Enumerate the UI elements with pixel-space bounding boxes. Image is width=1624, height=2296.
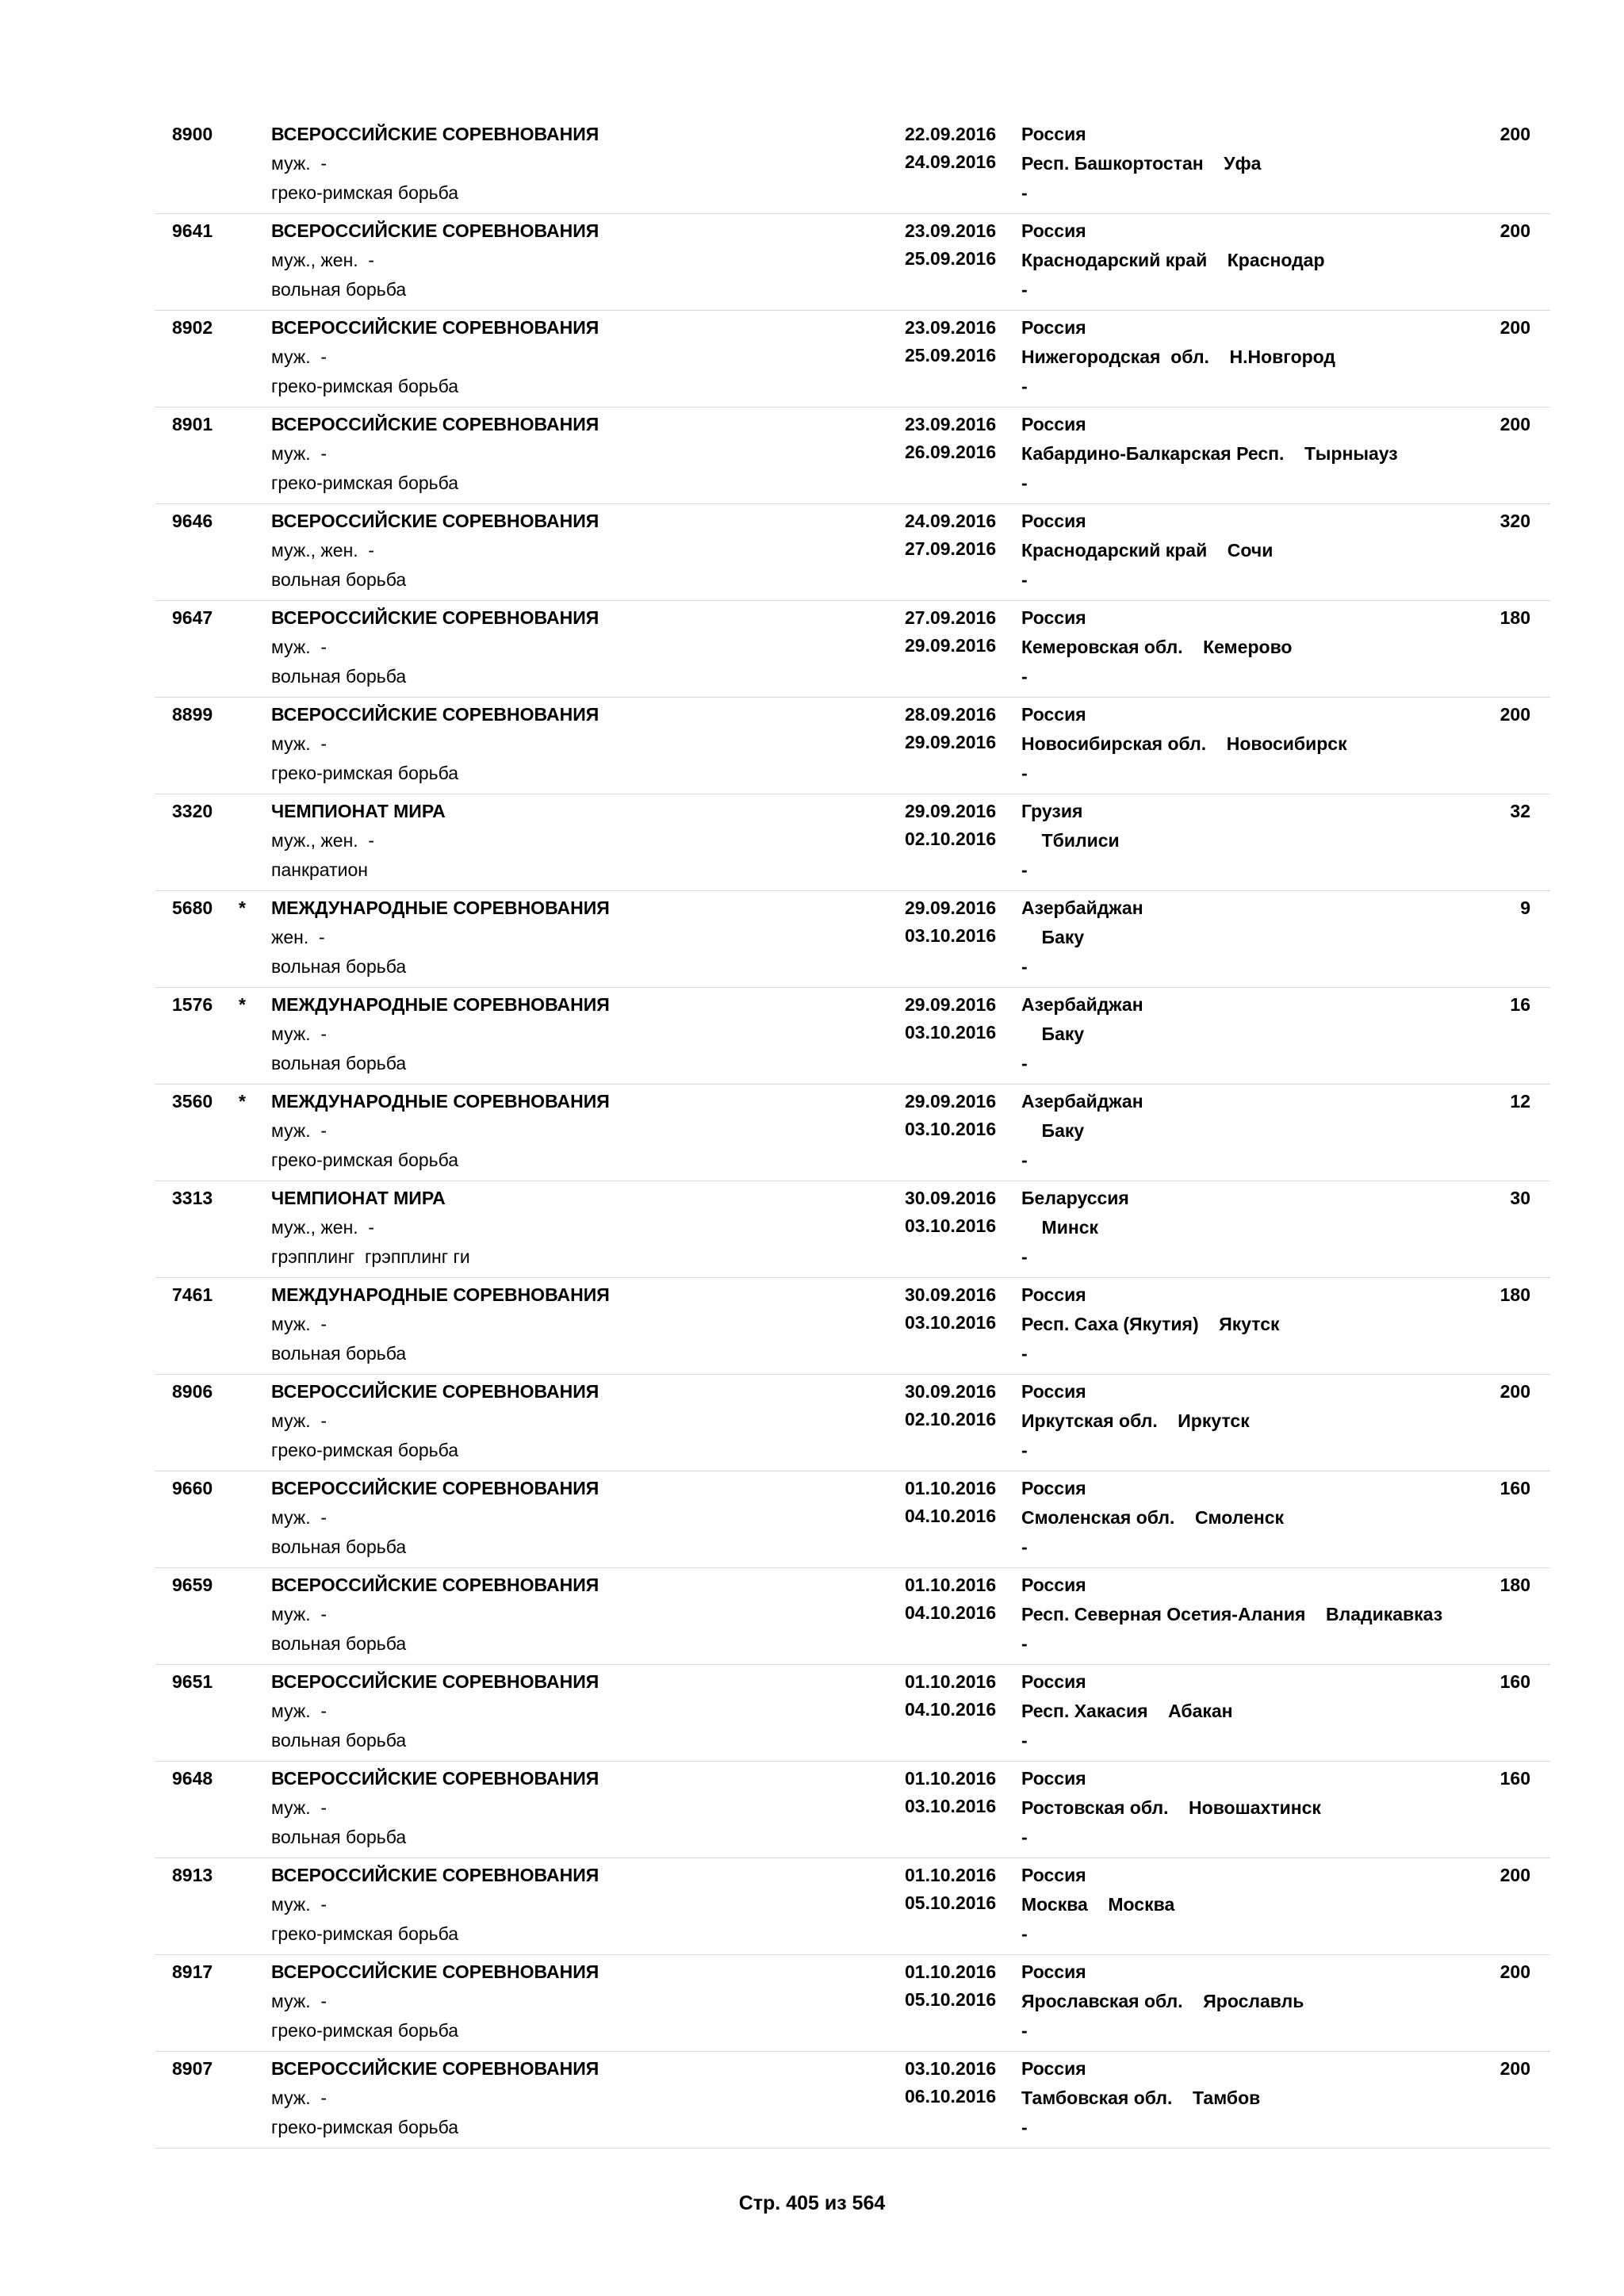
event-id: 7461: [172, 1284, 213, 1305]
event-gender: муж. -: [271, 1797, 327, 1818]
participant-count: 160: [1500, 1671, 1530, 1692]
event-country: Россия: [1021, 124, 1086, 144]
event-end-date: 25.09.2016: [905, 345, 997, 365]
event-country: Россия: [1021, 1478, 1086, 1498]
event-end-date: 02.10.2016: [905, 828, 997, 849]
event-dash: -: [1021, 2020, 1028, 2041]
event-location: Баку: [1021, 1024, 1085, 1044]
event-country: Россия: [1021, 220, 1086, 241]
event-dash: -: [1021, 1730, 1028, 1751]
event-location: Нижегородская обл. Н.Новгород: [1021, 346, 1336, 367]
event-country: Россия: [1021, 607, 1086, 628]
event-end-date: 04.10.2016: [905, 1699, 997, 1720]
event-title: ВСЕРОССИЙСКИЕ СОРЕВНОВАНИЯ: [271, 220, 599, 241]
event-row: [155, 1085, 1550, 1181]
event-location: Респ. Саха (Якутия) Якутск: [1021, 1314, 1280, 1334]
event-country: Россия: [1021, 1865, 1086, 1885]
event-id: 9648: [172, 1768, 213, 1789]
event-gender: муж. -: [271, 1314, 327, 1334]
event-location: Тбилиси: [1021, 830, 1120, 851]
participant-count: 180: [1500, 1575, 1530, 1595]
event-id: 9651: [172, 1671, 213, 1692]
event-title: ВСЕРОССИЙСКИЕ СОРЕВНОВАНИЯ: [271, 1865, 599, 1885]
event-location: Смоленская обл. Смоленск: [1021, 1507, 1285, 1528]
event-start-date: 29.09.2016: [905, 801, 997, 821]
event-gender: муж., жен. -: [271, 1217, 375, 1238]
event-row: [155, 408, 1550, 504]
participant-count: 200: [1500, 1961, 1530, 1982]
event-title: ВСЕРОССИЙСКИЕ СОРЕВНОВАНИЯ: [271, 1478, 599, 1498]
event-sport: вольная борьба: [271, 1343, 407, 1364]
event-row: [155, 794, 1550, 891]
event-dash: -: [1021, 1827, 1028, 1847]
event-location: Респ. Хакасия Абакан: [1021, 1701, 1233, 1721]
event-dash: -: [1021, 1053, 1028, 1073]
event-dash: -: [1021, 763, 1028, 783]
event-country: Россия: [1021, 1671, 1086, 1692]
event-start-date: 01.10.2016: [905, 1865, 997, 1885]
event-country: Россия: [1021, 1284, 1086, 1305]
event-title: ВСЕРОССИЙСКИЕ СОРЕВНОВАНИЯ: [271, 1961, 599, 1982]
participant-count: 12: [1510, 1091, 1530, 1112]
event-gender: муж. -: [271, 1991, 327, 2011]
event-sport: панкратион: [271, 859, 368, 880]
participant-count: 16: [1510, 994, 1530, 1015]
event-start-date: 28.09.2016: [905, 704, 997, 725]
event-id: 3560: [172, 1091, 213, 1112]
event-gender: муж. -: [271, 443, 327, 464]
event-id: 9659: [172, 1575, 213, 1595]
event-country: Россия: [1021, 2058, 1086, 2079]
event-country: Азербайджан: [1021, 897, 1143, 918]
event-title: ЧЕМПИОНАТ МИРА: [271, 1188, 446, 1208]
event-dash: -: [1021, 2117, 1028, 2137]
event-title: МЕЖДУНАРОДНЫЕ СОРЕВНОВАНИЯ: [271, 1284, 610, 1305]
event-location: Краснодарский край Сочи: [1021, 540, 1274, 561]
event-end-date: 05.10.2016: [905, 1892, 997, 1913]
event-sport: греко-римская борьба: [271, 1923, 459, 1944]
page-number: Стр. 405 из 564: [738, 2192, 886, 2214]
event-end-date: 02.10.2016: [905, 1409, 997, 1429]
event-location: Минск: [1021, 1217, 1099, 1238]
event-start-date: 29.09.2016: [905, 994, 997, 1015]
event-sport: грэпплинг грэпплинг ги: [271, 1246, 470, 1267]
international-marker: *: [239, 994, 246, 1015]
event-location: Кемеровская обл. Кемерово: [1021, 637, 1293, 657]
event-sport: греко-римская борьба: [271, 2117, 459, 2137]
event-sport: вольная борьба: [271, 1827, 407, 1847]
event-title: ЧЕМПИОНАТ МИРА: [271, 801, 446, 821]
event-title: ВСЕРОССИЙСКИЕ СОРЕВНОВАНИЯ: [271, 317, 599, 338]
event-id: 8901: [172, 414, 213, 434]
event-gender: муж., жен. -: [271, 830, 375, 851]
event-row: [155, 1665, 1550, 1762]
event-row: [155, 601, 1550, 698]
participant-count: 200: [1500, 124, 1530, 144]
event-id: 8907: [172, 2058, 213, 2079]
event-row: [155, 1955, 1550, 2052]
participant-count: 9: [1520, 897, 1530, 918]
event-sport: вольная борьба: [271, 1536, 407, 1557]
event-sport: вольная борьба: [271, 1730, 407, 1751]
event-start-date: 27.09.2016: [905, 607, 997, 628]
event-country: Азербайджан: [1021, 1091, 1143, 1112]
event-end-date: 06.10.2016: [905, 2086, 997, 2107]
event-dash: -: [1021, 666, 1028, 687]
event-location: Баку: [1021, 1120, 1085, 1141]
international-marker: *: [239, 897, 246, 918]
event-id: 3320: [172, 801, 213, 821]
event-title: ВСЕРОССИЙСКИЕ СОРЕВНОВАНИЯ: [271, 1768, 599, 1789]
event-end-date: 26.09.2016: [905, 442, 997, 462]
event-country: Россия: [1021, 1768, 1086, 1789]
event-sport: вольная борьба: [271, 569, 407, 590]
event-dash: -: [1021, 956, 1028, 977]
event-start-date: 01.10.2016: [905, 1961, 997, 1982]
event-row: [155, 988, 1550, 1085]
event-sport: греко-римская борьба: [271, 182, 459, 203]
event-end-date: 03.10.2016: [905, 1119, 997, 1139]
event-start-date: 23.09.2016: [905, 414, 997, 434]
event-dash: -: [1021, 1343, 1028, 1364]
participant-count: 160: [1500, 1768, 1530, 1789]
event-end-date: 03.10.2016: [905, 1022, 997, 1043]
event-row: [155, 1278, 1550, 1375]
event-end-date: 03.10.2016: [905, 1215, 997, 1236]
event-dash: -: [1021, 1536, 1028, 1557]
event-dash: -: [1021, 569, 1028, 590]
event-country: Россия: [1021, 704, 1086, 725]
event-country: Грузия: [1021, 801, 1083, 821]
event-location: Респ. Башкортостан Уфа: [1021, 153, 1262, 174]
event-sport: вольная борьба: [271, 1053, 407, 1073]
event-start-date: 24.09.2016: [905, 511, 997, 531]
event-id: 8899: [172, 704, 213, 725]
event-row: [155, 1858, 1550, 1955]
event-title: ВСЕРОССИЙСКИЕ СОРЕВНОВАНИЯ: [271, 1671, 599, 1692]
event-id: 8917: [172, 1961, 213, 1982]
event-start-date: 22.09.2016: [905, 124, 997, 144]
participant-count: 200: [1500, 704, 1530, 725]
event-sport: греко-римская борьба: [271, 473, 459, 493]
event-id: 8900: [172, 124, 213, 144]
event-id: 8913: [172, 1865, 213, 1885]
event-gender: муж. -: [271, 1507, 327, 1528]
event-sport: вольная борьба: [271, 956, 407, 977]
event-location: Ярославская обл. Ярославль: [1021, 1991, 1304, 2011]
event-row: [155, 891, 1550, 988]
event-gender: муж. -: [271, 1604, 327, 1624]
event-id: 9641: [172, 220, 213, 241]
event-start-date: 23.09.2016: [905, 220, 997, 241]
event-title: ВСЕРОССИЙСКИЕ СОРЕВНОВАНИЯ: [271, 1381, 599, 1402]
event-title: ВСЕРОССИЙСКИЕ СОРЕВНОВАНИЯ: [271, 2058, 599, 2079]
event-id: 3313: [172, 1188, 213, 1208]
event-dash: -: [1021, 279, 1028, 300]
event-row: [155, 1181, 1550, 1278]
event-title: МЕЖДУНАРОДНЫЕ СОРЕВНОВАНИЯ: [271, 1091, 610, 1112]
event-country: Россия: [1021, 1961, 1086, 1982]
event-dash: -: [1021, 859, 1028, 880]
event-dash: -: [1021, 1633, 1028, 1654]
event-end-date: 29.09.2016: [905, 732, 997, 752]
event-country: Россия: [1021, 317, 1086, 338]
event-sport: греко-римская борьба: [271, 2020, 459, 2041]
event-row: [155, 311, 1550, 408]
event-row: [155, 504, 1550, 601]
event-id: 9646: [172, 511, 213, 531]
event-dash: -: [1021, 473, 1028, 493]
event-title: ВСЕРОССИЙСКИЕ СОРЕВНОВАНИЯ: [271, 511, 599, 531]
event-dash: -: [1021, 376, 1028, 396]
participant-count: 200: [1500, 414, 1530, 434]
event-country: Россия: [1021, 511, 1086, 531]
event-location: Тамбовская обл. Тамбов: [1021, 2087, 1261, 2108]
event-location: Москва Москва: [1021, 1894, 1175, 1915]
event-end-date: 03.10.2016: [905, 925, 997, 946]
event-row: [155, 2052, 1550, 2149]
event-title: МЕЖДУНАРОДНЫЕ СОРЕВНОВАНИЯ: [271, 994, 610, 1015]
participant-count: 180: [1500, 607, 1530, 628]
participant-count: 200: [1500, 2058, 1530, 2079]
event-start-date: 29.09.2016: [905, 897, 997, 918]
event-id: 8906: [172, 1381, 213, 1402]
event-location: Респ. Северная Осетия-Алания Владикавказ: [1021, 1604, 1443, 1624]
event-gender: муж. -: [271, 1120, 327, 1141]
event-gender: жен. -: [271, 927, 325, 947]
event-end-date: 04.10.2016: [905, 1506, 997, 1526]
event-title: МЕЖДУНАРОДНЫЕ СОРЕВНОВАНИЯ: [271, 897, 610, 918]
event-sport: вольная борьба: [271, 1633, 407, 1654]
event-row: [155, 117, 1550, 214]
event-sport: вольная борьба: [271, 279, 407, 300]
event-gender: муж. -: [271, 153, 327, 174]
event-location: Краснодарский край Краснодар: [1021, 250, 1325, 270]
event-sport: греко-римская борьба: [271, 1440, 459, 1460]
event-dash: -: [1021, 1440, 1028, 1460]
event-start-date: 30.09.2016: [905, 1188, 997, 1208]
event-gender: муж., жен. -: [271, 250, 375, 270]
event-title: ВСЕРОССИЙСКИЕ СОРЕВНОВАНИЯ: [271, 1575, 599, 1595]
event-end-date: 05.10.2016: [905, 1989, 997, 2010]
event-start-date: 01.10.2016: [905, 1575, 997, 1595]
event-location: Новосибирская обл. Новосибирск: [1021, 733, 1347, 754]
event-country: Азербайджан: [1021, 994, 1143, 1015]
event-dash: -: [1021, 1150, 1028, 1170]
event-gender: муж. -: [271, 1701, 327, 1721]
event-end-date: 24.09.2016: [905, 151, 997, 172]
event-gender: муж. -: [271, 1894, 327, 1915]
event-row: [155, 1471, 1550, 1568]
event-row: [155, 214, 1550, 311]
event-row: [155, 698, 1550, 794]
event-country: Россия: [1021, 1575, 1086, 1595]
international-marker: *: [239, 1091, 246, 1112]
event-gender: муж. -: [271, 346, 327, 367]
event-end-date: 29.09.2016: [905, 635, 997, 656]
event-start-date: 01.10.2016: [905, 1768, 997, 1789]
event-location: Иркутская обл. Иркутск: [1021, 1410, 1250, 1431]
participant-count: 200: [1500, 220, 1530, 241]
event-start-date: 03.10.2016: [905, 2058, 997, 2079]
event-id: 5680: [172, 897, 213, 918]
event-dash: -: [1021, 1246, 1028, 1267]
event-row: [155, 1375, 1550, 1471]
event-location: Баку: [1021, 927, 1085, 947]
event-sport: греко-римская борьба: [271, 376, 459, 396]
event-id: 9660: [172, 1478, 213, 1498]
event-id: 1576: [172, 994, 213, 1015]
event-sport: греко-римская борьба: [271, 1150, 459, 1170]
event-country: Россия: [1021, 414, 1086, 434]
event-dash: -: [1021, 182, 1028, 203]
event-gender: муж. -: [271, 733, 327, 754]
event-end-date: 25.09.2016: [905, 248, 997, 269]
event-sport: вольная борьба: [271, 666, 407, 687]
event-dash: -: [1021, 1923, 1028, 1944]
event-end-date: 27.09.2016: [905, 538, 997, 559]
event-title: ВСЕРОССИЙСКИЕ СОРЕВНОВАНИЯ: [271, 414, 599, 434]
event-sport: греко-римская борьба: [271, 763, 459, 783]
participant-count: 200: [1500, 1865, 1530, 1885]
event-gender: муж., жен. -: [271, 540, 375, 561]
event-row: [155, 1762, 1550, 1858]
event-title: ВСЕРОССИЙСКИЕ СОРЕВНОВАНИЯ: [271, 124, 599, 144]
participant-count: 200: [1500, 1381, 1530, 1402]
participant-count: 180: [1500, 1284, 1530, 1305]
event-id: 8902: [172, 317, 213, 338]
event-start-date: 01.10.2016: [905, 1671, 997, 1692]
event-start-date: 30.09.2016: [905, 1381, 997, 1402]
event-end-date: 03.10.2016: [905, 1796, 997, 1816]
event-location: Кабардино-Балкарская Респ. Тырныауз: [1021, 443, 1398, 464]
event-gender: муж. -: [271, 1024, 327, 1044]
participant-count: 320: [1500, 511, 1530, 531]
participant-count: 32: [1510, 801, 1530, 821]
event-title: ВСЕРОССИЙСКИЕ СОРЕВНОВАНИЯ: [271, 704, 599, 725]
event-start-date: 23.09.2016: [905, 317, 997, 338]
event-title: ВСЕРОССИЙСКИЕ СОРЕВНОВАНИЯ: [271, 607, 599, 628]
event-end-date: 03.10.2016: [905, 1312, 997, 1333]
event-location: Ростовская обл. Новошахтинск: [1021, 1797, 1321, 1818]
participant-count: 160: [1500, 1478, 1530, 1498]
participant-count: 30: [1510, 1188, 1530, 1208]
event-country: Россия: [1021, 1381, 1086, 1402]
event-gender: муж. -: [271, 2087, 327, 2108]
event-end-date: 04.10.2016: [905, 1602, 997, 1623]
event-country: Беларуссия: [1021, 1188, 1129, 1208]
event-start-date: 01.10.2016: [905, 1478, 997, 1498]
event-gender: муж. -: [271, 1410, 327, 1431]
event-row: [155, 1568, 1550, 1665]
event-gender: муж. -: [271, 637, 327, 657]
participant-count: 200: [1500, 317, 1530, 338]
event-id: 9647: [172, 607, 213, 628]
event-start-date: 29.09.2016: [905, 1091, 997, 1112]
event-start-date: 30.09.2016: [905, 1284, 997, 1305]
